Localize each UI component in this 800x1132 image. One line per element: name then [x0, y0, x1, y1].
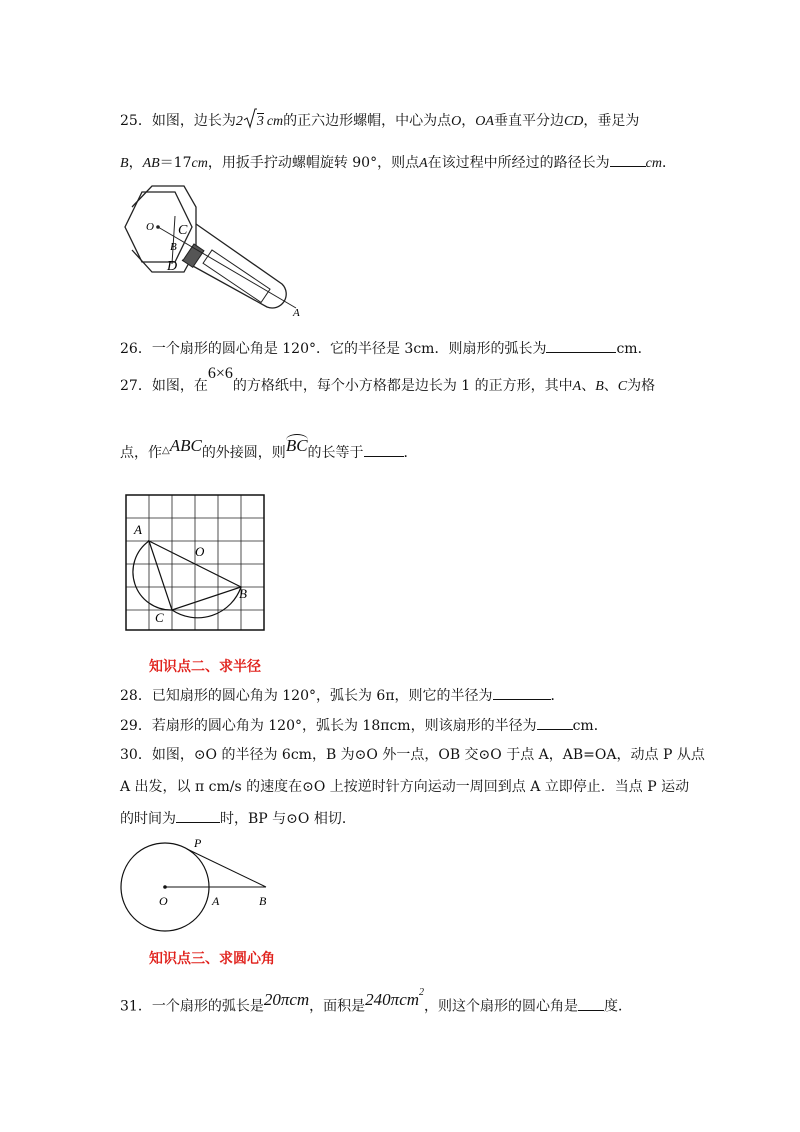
q31-arc-length: 20πcm — [263, 989, 310, 1009]
handle-slot — [203, 250, 270, 302]
triangle-symbol: △ — [162, 445, 170, 456]
q30-text: 的时间为 — [120, 811, 176, 827]
wrench-handle — [182, 224, 286, 308]
label-o: O — [195, 544, 205, 559]
q26-text: cm． — [616, 341, 652, 357]
q25-text: 垂直平分边 — [493, 113, 564, 129]
answer-blank — [610, 152, 646, 167]
q25-text: 的正六边形螺帽，中心为点 — [283, 113, 452, 129]
q27-text: 的方格纸中，每个小方格都是边长为 1 的正方形，其中 — [232, 378, 573, 394]
q28-text: 28．已知扇形的圆心角为 120°，弧长为 6π，则它的半径为 — [120, 688, 493, 704]
q31-area: 240πcm — [365, 989, 420, 1009]
tangent-bp — [187, 849, 266, 887]
q27-text: 为格 — [627, 378, 656, 394]
q27-text: 的外接圆，则 — [201, 445, 286, 461]
q31-text: 31．一个扇形的弧长是 — [120, 998, 264, 1015]
q27-point-b: B — [595, 379, 604, 394]
q25-text: ． — [661, 155, 676, 171]
q27-point-c: C — [617, 379, 628, 394]
answer-blank — [493, 685, 551, 700]
section-heading-2: 知识点二、求半径 — [149, 659, 261, 675]
center-point — [156, 225, 160, 229]
q27-text: 27．如图，在 — [120, 378, 208, 394]
label-b: B — [259, 894, 267, 908]
side-cd — [172, 216, 175, 264]
q28-text: ． — [550, 688, 565, 704]
section-heading-3: 知识点三、求圆心角 — [149, 951, 275, 967]
q25-text: ， — [461, 113, 476, 129]
label-c: C — [178, 223, 188, 238]
label-o: O — [159, 894, 168, 908]
label-b: B — [170, 241, 177, 253]
q25-radicand: 3 — [256, 114, 264, 129]
q27-line1 — [120, 365, 656, 397]
label-a: A — [212, 894, 220, 908]
q25-text: ，用扳手拧动螺帽旋转 90°，则点 — [207, 155, 420, 171]
q28 — [120, 685, 565, 706]
wrench-figure — [122, 182, 307, 317]
q27-grid-size: 6×6 — [207, 365, 233, 382]
answer-blank — [546, 338, 616, 353]
q25-oa: OA — [475, 114, 494, 129]
q25-point-o: O — [451, 114, 462, 129]
answer-blank — [364, 442, 404, 457]
q27-text: 的长等于 — [307, 445, 364, 461]
q30-text: 时，BP 与⊙O 相切． — [220, 811, 356, 827]
q27-line2 — [120, 436, 418, 465]
q31-text: 度． — [604, 998, 633, 1015]
q30-line1: 30．如图，⊙O 的半径为 6cm，B 为⊙O 外一点，OB 交⊙O 于点 A，AB=OA，动点 P 从点 — [120, 747, 705, 763]
answer-blank — [578, 996, 604, 1011]
q27-arc-bc: BC — [285, 436, 308, 455]
q25-text: ， — [128, 155, 143, 171]
label-a: A — [293, 307, 300, 317]
q31-area-exponent: 2 — [419, 987, 425, 998]
label-d: D — [167, 259, 178, 274]
q25-line1 — [120, 107, 639, 132]
label-o: O — [146, 221, 154, 233]
q25-text: ，垂足为 — [583, 113, 640, 129]
answer-blank — [176, 808, 220, 823]
q29-text: 29．若扇形的圆心角为 120°，弧长为 18πcm，则该扇形的半径为 — [120, 718, 537, 734]
q27-text: 点，作 — [120, 445, 162, 461]
q25-cd: CD — [563, 114, 584, 129]
q31-text: ，则这个扇形的圆心角是 — [424, 998, 579, 1015]
label-p: P — [194, 836, 202, 850]
q27-triangle-abc: ABC — [169, 436, 202, 455]
q27-text: 、 — [603, 378, 618, 394]
answer-blank — [537, 715, 573, 730]
label-b: B — [239, 586, 247, 601]
center-point — [163, 885, 167, 889]
segment-oa — [158, 227, 296, 308]
q26-text: 26．一个扇形的圆心角是 120°．它的半径是 3cm．则扇形的弧长为 — [120, 341, 547, 357]
sqrt-symbol — [243, 107, 257, 129]
q27-text: ． — [403, 445, 418, 461]
q25-line2 — [120, 152, 676, 174]
q25-point-a: A — [419, 156, 428, 171]
q31 — [120, 987, 633, 1017]
q29-text: cm． — [572, 718, 608, 734]
q25-unit: cm — [266, 114, 284, 129]
q30-line2: A 出发，以 π cm/s 的速度在⊙O 上按逆时针方向运动一周回到点 A 立即停止．当点 P 运动 — [120, 779, 690, 795]
label-c: C — [155, 610, 164, 625]
q25-text: 25．如图，边长为 — [120, 113, 236, 129]
q25-text: ＝17 — [159, 155, 192, 171]
q25-point-b: B — [120, 156, 129, 171]
q25-unit: cm — [191, 156, 208, 171]
q30-line3 — [120, 808, 356, 829]
q27-text: 、 — [581, 378, 596, 394]
grid-lines — [126, 495, 264, 630]
circle-tangent-figure — [118, 835, 278, 935]
q27-point-a: A — [572, 379, 582, 394]
q26 — [120, 338, 652, 359]
q25-length-coef: 2 — [235, 114, 243, 129]
q29 — [120, 715, 608, 736]
q25-unit: cm — [645, 156, 662, 171]
q25-ab: AB — [142, 156, 160, 171]
label-a: A — [134, 522, 142, 537]
q25-text: 在该过程中所经过的路径长为 — [427, 155, 610, 171]
q31-text: ，面积是 — [309, 998, 366, 1015]
grid-figure — [123, 492, 267, 632]
